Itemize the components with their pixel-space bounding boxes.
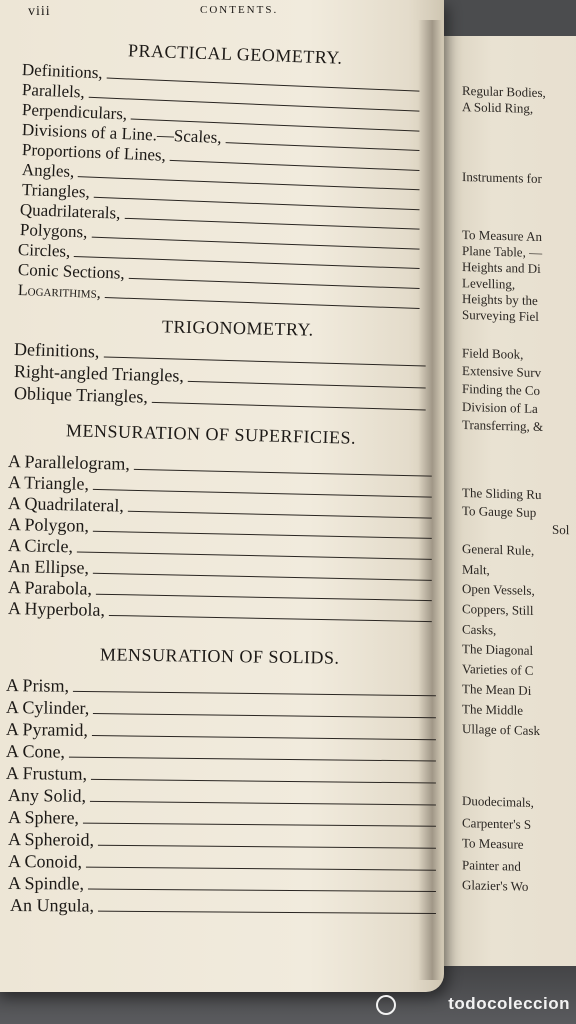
right-toc-entry: Glazier's Wo	[462, 877, 529, 894]
toc-entry: A Sphere,	[8, 806, 436, 832]
right-toc-entry: Transferring, &	[462, 416, 544, 435]
right-toc-entry: To Measure An	[462, 226, 542, 245]
right-toc-entry: Casks,	[462, 621, 497, 638]
right-toc-entry: Ullage of Cask	[462, 720, 540, 739]
right-toc-entry: Instruments for	[462, 168, 542, 187]
right-toc-entry: Plane Table, —	[462, 242, 543, 261]
watermark: todocoleccion	[448, 994, 570, 1013]
page-number: viii	[28, 4, 51, 19]
toc-entry: Definitions,	[22, 58, 421, 97]
running-head: CONTENTS.	[200, 4, 279, 16]
toc-entry: Angles,	[22, 158, 421, 195]
right-toc-entry: Duodecimals,	[462, 793, 534, 810]
right-toc-entry: The Middle	[462, 701, 524, 718]
toc-entry: A Frustum,	[6, 762, 436, 789]
toc-entry: Perpendiculars,	[22, 98, 421, 137]
toc-entry: A Conoid,	[8, 850, 436, 876]
right-toc-entry: Extensive Surv	[462, 362, 542, 381]
watermark-logo-icon	[376, 995, 396, 1015]
toc-entry: Any Solid,	[8, 784, 436, 810]
right-toc-entry: The Diagonal	[462, 641, 534, 658]
toc-entry: A Cone,	[6, 740, 436, 767]
toc-entry: Circles,	[18, 238, 421, 274]
right-toc-entry: General Rule,	[462, 541, 535, 558]
toc-entry: Parallels,	[22, 78, 421, 117]
toc-entry: Logarithims,	[18, 278, 421, 314]
toc-entry: Divisions of a Line.—Scales,	[22, 118, 421, 156]
toc-entry: Conic Sections,	[18, 258, 421, 294]
toc-entry: A Cylinder,	[6, 696, 436, 723]
toc-entry: An Ungula,	[10, 894, 436, 919]
right-toc-entry: To Measure	[462, 835, 524, 852]
right-toc-entry: Field Book,	[462, 345, 524, 362]
toc-entry: A Polygon,	[8, 513, 432, 544]
toc-entry: A Hyperbola,	[8, 597, 432, 627]
right-toc-entry: Varieties of C	[462, 661, 534, 678]
toc-entry: Quadrilaterals,	[20, 198, 421, 235]
toc-entry: A Pyramid,	[6, 718, 436, 745]
right-toc-entry: A Solid Ring,	[462, 99, 534, 116]
toc-entry: A Quadrilateral,	[8, 492, 432, 524]
right-toc-entry: Heights and Di	[462, 258, 541, 277]
toc-entry: An Ellipse,	[8, 555, 432, 586]
right-toc-entry: Carpenter's S	[462, 815, 532, 832]
toc-entry: A Parabola,	[8, 576, 432, 606]
right-toc-entry: Malt,	[462, 561, 490, 578]
right-toc-entry: Regular Bodies,	[462, 82, 546, 101]
toc-entry: A Parallelogram,	[8, 450, 432, 482]
section-title-mensuration-solids: MENSURATION OF SOLIDS.	[99, 644, 340, 668]
right-toc-entry: To Gauge Sup	[462, 503, 537, 520]
toc-entry: A Triangle,	[8, 471, 432, 503]
toc-entry: Proportions of Lines,	[22, 138, 421, 176]
right-toc-entry: Finding the Co	[462, 380, 541, 399]
toc-entry: A Prism,	[6, 674, 436, 701]
right-toc-entry: Open Vessels,	[462, 581, 535, 598]
right-toc-entry: Division of La	[462, 399, 538, 416]
toc-entry: Triangles,	[22, 178, 421, 215]
toc-entry: Polygons,	[20, 218, 421, 255]
toc-entry: A Circle,	[8, 534, 432, 565]
section-title-trigonometry: TRIGONOMETRY.	[161, 316, 314, 340]
right-toc-entry: Sol	[552, 521, 570, 538]
toc-entry: Definitions,	[14, 338, 426, 371]
toc-entry: Right-angled Triangles,	[14, 360, 426, 393]
right-toc-entry: The Sliding Ru	[462, 484, 542, 503]
right-toc-entry: Coppers, Still	[462, 601, 534, 618]
toc-entry: Oblique Triangles,	[14, 382, 426, 415]
toc-entry: A Spheroid,	[8, 828, 436, 854]
right-toc-entry: The Mean Di	[462, 681, 532, 698]
toc-entry: A Spindle,	[8, 872, 436, 897]
section-title-practical-geometry: PRACTICAL GEOMETRY.	[127, 40, 343, 68]
right-toc-entry: Surveying Fiel	[462, 306, 539, 325]
right-toc-entry: Painter and	[462, 857, 521, 874]
right-toc-entry: Heights by the	[462, 291, 538, 308]
right-toc-entry: Levelling,	[462, 275, 516, 292]
section-title-mensuration-superficies: MENSURATION OF SUPERFICIES.	[65, 420, 357, 448]
